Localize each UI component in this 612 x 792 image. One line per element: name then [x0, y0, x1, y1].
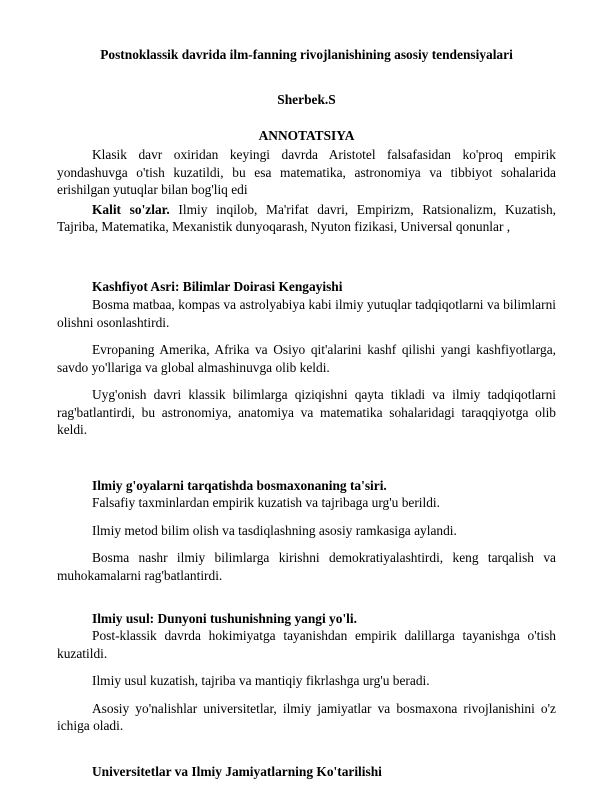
- section-1-paragraph-3: Uyg'onish davri klassik bilimlarga qiziqishni qayta tikladi va ilmiy tadqiqotlarni rag'batlantirdi, bu astronomiya, anatomiya va matematika sohalaridagi taraqqiyotga olib keldi.: [57, 387, 556, 437]
- section-1-body: [57, 296, 556, 439]
- keywords-text: Ilmiy inqilob, Ma'rifat davri, Empirizm, Ratsionalizm, Kuzatish, Tajriba, Matematika, Mexanistik dunyoqarash, Nyuton fizikasi, Universal qonunlar ,: [57, 201, 557, 234]
- section-1-paragraph-2: Evropaning Amerika, Afrika va Osiyo qit'alarini kashf qilishi yangi kashfiyotlarga, savdo yo'llariga va global almashinuvga olib keldi.: [57, 342, 556, 375]
- annotation-text: Klasik davr oxiridan keyingi davrda Aristotel falsafasidan ko'proq empirik yondashuvga o'tish kuzatildi, bu esa matematika, astronomiya va tibbiyot sohalarida erishilgan yutuqlar bilan bog'liq edi: [57, 147, 556, 197]
- section-2-paragraph-1: Falsafiy taxminlardan empirik kuzatish va tajribaga urg'u berildi.: [92, 495, 440, 510]
- keywords-label: Kalit so'zlar.: [92, 201, 170, 217]
- section-heading-3: Ilmiy usul: Dunyoni tushunishning yangi yo'li.: [92, 611, 357, 626]
- section-heading-4: Universitetlar va Ilmiy Jamiyatlarning Ko'tarilishi: [92, 764, 382, 779]
- section-3-paragraph-3: Asosiy yo'nalishlar universitetlar, ilmiy jamiyatlar va bosmaxona rivojlanishini o'z ichiga oladi.: [57, 700, 556, 733]
- paper-title: Postnoklassik davrida ilm-fanning rivojlanishining asosiy tendensiyalari: [100, 47, 513, 62]
- section-2-paragraph-2: Ilmiy metod bilim olish va tasdiqlashning asosiy ramkasiga aylandi.: [92, 522, 457, 538]
- section-2-body: [57, 494, 556, 584]
- section-3-paragraph-2: Ilmiy usul kuzatish, tajriba va mantiqiy fikrlashga urg'u beradi.: [92, 673, 430, 688]
- author-name: Sherbek.S: [277, 92, 336, 107]
- section-heading-1: Kashfiyot Asri: Bilimlar Doirasi Kengayishi: [92, 279, 343, 294]
- keywords-paragraph: [57, 201, 556, 236]
- section-1-paragraph-1: Bosma matbaa, kompas va astrolyabiya kabi ilmiy yutuqlar tadqiqotlarni va bilimlarni olishni osonlashtirdi.: [57, 297, 556, 330]
- section-3-body: [57, 627, 556, 735]
- section-3-paragraph-1: Post-klassik davrda hokimiyatga tayanishdan empirik dalillarga tayanishga o'tish kuzatildi.: [57, 628, 556, 661]
- section-heading-2: Ilmiy g'oyalarni tarqatishda bosmaxonaning ta'siri.: [92, 478, 387, 493]
- annotation-block: [57, 146, 556, 236]
- annotation-heading: ANNOTATSIYA: [258, 128, 355, 143]
- section-2-paragraph-3: Bosma nashr ilmiy bilimlarga kirishni demokratiyalashtirdi, keng tarqalish va muhokamalarni rag'batlantirdi.: [57, 550, 556, 583]
